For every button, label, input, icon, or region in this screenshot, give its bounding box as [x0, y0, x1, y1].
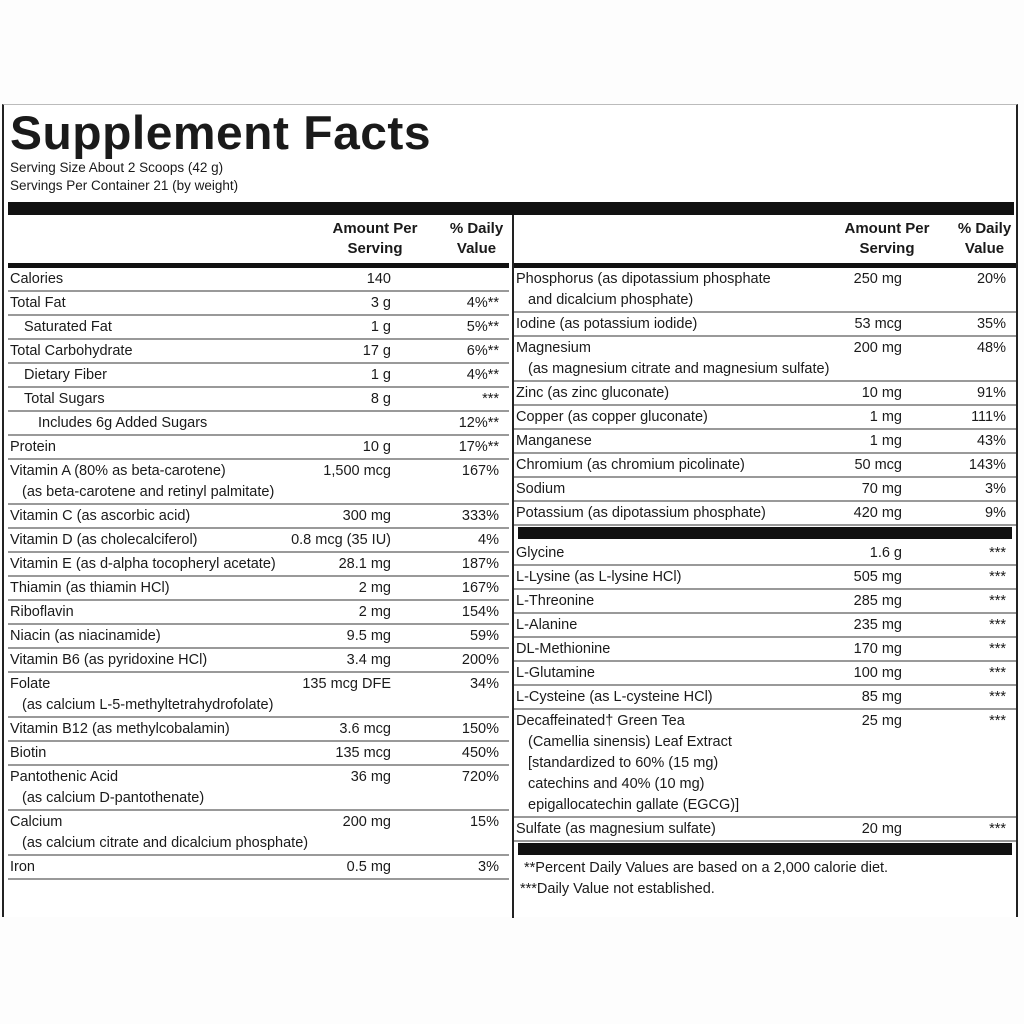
nutrient-row	[514, 454, 1016, 478]
nutrient-row	[514, 638, 1016, 662]
nutrient-row	[8, 505, 509, 529]
amount-per-serving: 10 mg	[861, 385, 902, 401]
nutrient-row	[514, 313, 1016, 337]
amount-per-serving: 53 mcg	[854, 316, 902, 332]
amount-header: Amount Per Serving	[332, 220, 418, 257]
amount-per-serving: 25 mg	[861, 713, 902, 729]
panel-title: Supplement Facts	[10, 106, 432, 159]
daily-value-percent: ***	[989, 689, 1006, 705]
nutrient-row	[514, 590, 1016, 614]
daily-value-percent: ***	[989, 665, 1006, 681]
left-nutrient-list	[8, 268, 509, 880]
nutrient-name: Riboflavin	[10, 604, 74, 620]
amount-per-serving: 3.6 mcg	[339, 721, 391, 737]
amount-per-serving: 235 mg	[853, 617, 902, 633]
nutrient-name: Chromium (as chromium picolinate)	[516, 457, 745, 473]
amount-per-serving: 1.6 g	[869, 545, 902, 561]
mineral-list	[514, 268, 1016, 526]
daily-value-percent: 5%**	[466, 319, 499, 335]
nutrient-row	[8, 292, 509, 316]
nutrient-row	[8, 625, 509, 649]
nutrient-name: Thiamin (as thiamin HCl)	[10, 580, 170, 596]
nutrient-row	[514, 430, 1016, 454]
nutrient-name: Includes 6g Added Sugars	[38, 415, 208, 431]
nutrient-name: L-Threonine	[516, 593, 595, 609]
left-column	[8, 215, 509, 880]
nutrient-name: DL-Methionine	[516, 641, 611, 657]
nutrient-row	[8, 436, 509, 460]
nutrient-source-line: catechins and 40% (10 mg)	[528, 776, 705, 792]
nutrient-name: L-Lysine (as L-lysine HCl)	[516, 569, 682, 585]
nutrient-source: (as calcium L-5-methyltetrahydrofolate)	[22, 697, 274, 713]
daily-value-percent: 4%**	[466, 295, 499, 311]
amount-per-serving: 135 mcg DFE	[302, 676, 391, 692]
nutrient-row	[514, 614, 1016, 638]
nutrient-name: Protein	[10, 439, 56, 455]
daily-value-percent: 4%**	[466, 367, 499, 383]
daily-value-percent: ***	[989, 821, 1006, 837]
amount-per-serving: 0.5 mg	[346, 859, 391, 875]
nutrient-name: Vitamin A (80% as beta-carotene)	[10, 463, 226, 479]
daily-value-percent: 12%**	[458, 415, 499, 431]
nutrient-name: Total Fat	[10, 295, 66, 311]
amount-per-serving: 70 mg	[861, 481, 902, 497]
amount-per-serving: 200 mg	[342, 814, 391, 830]
nutrient-row	[8, 268, 509, 292]
nutrient-row	[514, 818, 1016, 842]
footnote-percent-dv: **Percent Daily Values are based on a 2,000 calorie diet.	[524, 860, 889, 876]
nutrient-name: Vitamin C (as ascorbic acid)	[10, 508, 191, 524]
nutrient-row	[8, 673, 509, 718]
daily-value-percent: 3%	[985, 481, 1006, 497]
nutrient-name: Dietary Fiber	[24, 367, 107, 383]
amount-per-serving: 285 mg	[853, 593, 902, 609]
daily-value-percent: ***	[482, 391, 499, 407]
amount-per-serving: 1,500 mcg	[323, 463, 391, 479]
daily-value-percent: 3%	[478, 859, 499, 875]
daily-value-percent: 720%	[461, 769, 499, 785]
daily-value-percent: 48%	[976, 340, 1006, 356]
nutrient-row	[8, 553, 509, 577]
nutrient-source-line: [standardized to 60% (15 mg)	[528, 755, 719, 771]
nutrient-row	[8, 718, 509, 742]
daily-value-percent: ***	[989, 593, 1006, 609]
amount-per-serving: 250 mg	[853, 271, 902, 287]
nutrient-name: Vitamin B12 (as methylcobalamin)	[10, 721, 230, 737]
nutrient-name: Calcium	[10, 814, 63, 830]
nutrient-name: Vitamin E (as d-alpha tocopheryl acetate)	[10, 556, 276, 572]
daily-value-percent: 143%	[968, 457, 1006, 473]
amount-per-serving: 135 mcg	[335, 745, 391, 761]
daily-value-percent: 15%	[469, 814, 499, 830]
nutrient-name: Iodine (as potassium iodide)	[516, 316, 698, 332]
amount-per-serving: 85 mg	[861, 689, 902, 705]
nutrient-source: (as beta-carotene and retinyl palmitate)	[22, 484, 275, 500]
nutrient-row	[8, 742, 509, 766]
nutrient-row	[8, 340, 509, 364]
nutrient-row	[514, 406, 1016, 430]
daily-value-percent: 450%	[461, 745, 499, 761]
footnote-divider-bar	[518, 843, 1012, 855]
amount-per-serving: 1 g	[370, 367, 391, 383]
amount-per-serving: 50 mcg	[854, 457, 902, 473]
daily-value-percent: 333%	[461, 508, 499, 524]
daily-value-percent: 167%	[461, 580, 499, 596]
nutrient-row	[514, 337, 1016, 382]
amount-per-serving: 2 mg	[358, 580, 391, 596]
nutrient-name: Vitamin B6 (as pyridoxine HCl)	[10, 652, 208, 668]
daily-value-percent: ***	[989, 569, 1006, 585]
daily-value-percent: 34%	[469, 676, 499, 692]
amount-per-serving: 28.1 mg	[338, 556, 391, 572]
amount-per-serving: 8 g	[370, 391, 391, 407]
nutrient-row	[8, 601, 509, 625]
nutrient-name: Folate	[10, 676, 51, 692]
daily-value-percent: 91%	[976, 385, 1006, 401]
right-column-header	[514, 215, 1016, 268]
amount-per-serving: 300 mg	[342, 508, 391, 524]
amount-per-serving: 2 mg	[358, 604, 391, 620]
nutrient-source-line: epigallocatechin gallate (EGCG)]	[528, 797, 740, 813]
nutrient-row	[514, 502, 1016, 526]
nutrient-name: Total Carbohydrate	[10, 343, 133, 359]
nutrient-row	[8, 649, 509, 673]
amount-per-serving: 17 g	[362, 343, 391, 359]
nutrient-row	[514, 542, 1016, 566]
nutrient-row	[8, 856, 509, 880]
amount-per-serving: 20 mg	[861, 821, 902, 837]
nutrient-name: Manganese	[516, 433, 592, 449]
nutrient-name: Total Sugars	[24, 391, 105, 407]
nutrient-name: Decaffeinated† Green Tea	[516, 713, 685, 729]
daily-value-percent: 17%**	[458, 439, 499, 455]
supplement-facts-panel	[2, 104, 1018, 917]
right-column	[512, 215, 1016, 918]
footnote-dv-not-established: ***Daily Value not established.	[520, 881, 715, 897]
serving-size: Serving Size About 2 Scoops (42 g)	[10, 160, 224, 175]
top-divider-bar	[8, 202, 1014, 215]
daily-value-percent: 200%	[461, 652, 499, 668]
nutrient-row	[8, 577, 509, 601]
nutrient-row	[514, 382, 1016, 406]
other-ingredient-list	[514, 542, 1016, 842]
nutrient-row	[8, 766, 509, 811]
daily-value-percent: 9%	[985, 505, 1006, 521]
daily-value-percent: 154%	[461, 604, 499, 620]
amount-per-serving: 0.8 mcg (35 IU)	[291, 532, 391, 548]
nutrient-name: Potassium (as dipotassium phosphate)	[516, 505, 766, 521]
amount-per-serving: 505 mg	[853, 569, 902, 585]
nutrient-source: and dicalcium phosphate)	[528, 292, 694, 308]
nutrient-name: Pantothenic Acid	[10, 769, 119, 785]
amount-per-serving: 100 mg	[853, 665, 902, 681]
servings-per-container: Servings Per Container 21 (by weight)	[10, 178, 239, 193]
nutrient-row	[8, 412, 509, 436]
daily-value-percent: 35%	[976, 316, 1006, 332]
nutrient-row	[514, 566, 1016, 590]
nutrient-name: Vitamin D (as cholecalciferol)	[10, 532, 198, 548]
nutrient-name: Sulfate (as magnesium sulfate)	[516, 821, 716, 837]
nutrient-name: Biotin	[10, 745, 47, 761]
nutrient-name: Niacin (as niacinamide)	[10, 628, 161, 644]
nutrient-source: (as calcium citrate and dicalcium phosphate)	[22, 835, 309, 851]
amount-per-serving: 10 g	[362, 439, 391, 455]
amount-per-serving: 1 mg	[869, 433, 902, 449]
daily-value-percent: 150%	[461, 721, 499, 737]
nutrient-row	[514, 710, 1016, 818]
nutrient-name: Saturated Fat	[24, 319, 112, 335]
nutrient-name: L-Alanine	[516, 617, 578, 633]
amount-per-serving: 9.5 mg	[346, 628, 391, 644]
daily-value-percent: 43%	[976, 433, 1006, 449]
amount-per-serving: 170 mg	[853, 641, 902, 657]
nutrient-row	[8, 460, 509, 505]
amount-per-serving: 420 mg	[853, 505, 902, 521]
nutrient-row	[8, 364, 509, 388]
daily-value-header: % Daily Value	[957, 220, 1012, 257]
nutrient-name: Sodium	[516, 481, 566, 497]
daily-value-header: % Daily Value	[449, 220, 504, 257]
daily-value-percent: ***	[989, 617, 1006, 633]
daily-value-percent: 59%	[469, 628, 499, 644]
daily-value-percent: 167%	[461, 463, 499, 479]
nutrient-row	[514, 662, 1016, 686]
nutrient-name: Phosphorus (as dipotassium phosphate	[516, 271, 771, 287]
nutrient-name: Zinc (as zinc gluconate)	[516, 385, 670, 401]
nutrient-row	[8, 811, 509, 856]
nutrient-row	[8, 388, 509, 412]
amount-header: Amount Per Serving	[844, 220, 930, 257]
left-column-header	[8, 215, 509, 268]
daily-value-percent: 187%	[461, 556, 499, 572]
section-divider-bar	[518, 527, 1012, 539]
daily-value-percent: 20%	[976, 271, 1006, 287]
nutrient-name: Glycine	[516, 545, 565, 561]
nutrient-name: Magnesium	[516, 340, 591, 356]
amount-per-serving: 200 mg	[853, 340, 902, 356]
nutrient-row	[514, 268, 1016, 313]
amount-per-serving: 140	[366, 271, 391, 287]
nutrient-name: L-Cysteine (as L-cysteine HCl)	[516, 689, 713, 705]
nutrient-source: (as magnesium citrate and magnesium sulfate)	[528, 361, 830, 377]
daily-value-percent: ***	[989, 641, 1006, 657]
nutrient-name: Calories	[10, 271, 64, 287]
nutrient-name: L-Glutamine	[516, 665, 595, 681]
daily-value-percent: 111%	[971, 409, 1006, 425]
nutrient-source-line: (Camellia sinensis) Leaf Extract	[528, 734, 732, 750]
nutrient-row	[8, 529, 509, 553]
nutrient-name: Copper (as copper gluconate)	[516, 409, 708, 425]
amount-per-serving: 1 mg	[869, 409, 902, 425]
daily-value-percent: ***	[989, 545, 1006, 561]
nutrient-name: Iron	[10, 859, 35, 875]
amount-per-serving: 1 g	[370, 319, 391, 335]
nutrient-source: (as calcium D-pantothenate)	[22, 790, 205, 806]
daily-value-percent: 4%	[478, 532, 499, 548]
daily-value-percent: ***	[989, 713, 1006, 729]
amount-per-serving: 3.4 mg	[346, 652, 391, 668]
amount-per-serving: 3 g	[370, 295, 391, 311]
nutrient-row	[514, 478, 1016, 502]
daily-value-percent: 6%**	[466, 343, 499, 359]
nutrient-row	[8, 316, 509, 340]
amount-per-serving: 36 mg	[350, 769, 391, 785]
nutrient-row	[514, 686, 1016, 710]
